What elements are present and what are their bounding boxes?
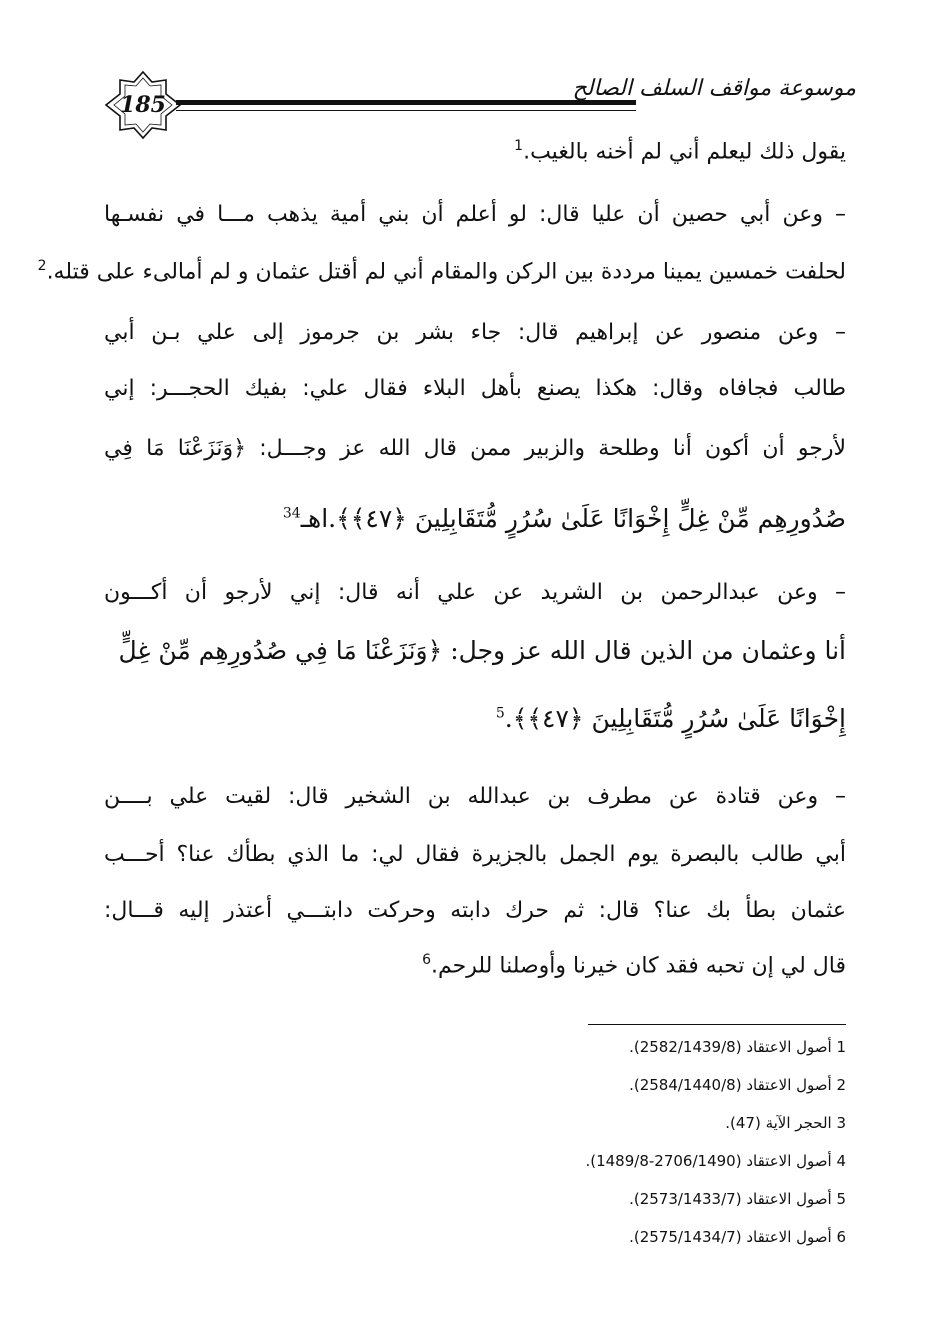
line-text: صُدُورِهِم مِّنْ غِلٍّ إِخْوَانًا عَلَىٰ سُرُرٍ مُّتَقَابِلِينَ ﴿٤٧﴾﴾.اهـ [300, 504, 846, 533]
footnote-marker[interactable]: 3 [282, 505, 292, 522]
footnote-marker[interactable]: 4 [291, 505, 301, 522]
text-line: عثمان بطأ بك عنا؟ قال: ثم حرك دابته وحركت دابتـــي أعتذر إليه قـــال: [104, 898, 846, 923]
header-rule-thin [176, 110, 636, 111]
footnote-item: 2 أصول الاعتقاد (2584/1440/8). [629, 1076, 846, 1094]
footnote-marker[interactable]: 6 [422, 952, 432, 968]
footnote-item: 5 أصول الاعتقاد (2573/1433/7). [629, 1190, 846, 1208]
line-text: قال لي إن تحبه فقد كان خيرنا وأوصلنا للرحم. [431, 953, 846, 979]
page-header [104, 66, 856, 142]
quran-verse-line: أنا وعثمان من الذين قال الله عز وجل: ﴿وَنَزَعْنَا مَا فِي صُدُورِهِم مِّنْ غِلٍّ [118, 636, 846, 665]
page-number-badge [104, 70, 182, 140]
line-text: لحلفت خمسين يمينا مرددة بين الركن والمقام أني لم أقتل عثمان و لم أمالىء على قتله. [46, 259, 846, 285]
footnote-item: 4 أصول الاعتقاد (2706/1490-1489/8). [585, 1152, 846, 1170]
text-line: – وعن أبي حصين أن عليا قال: لو أعلم أن بني أمية يذهب مـــا في نفسـها [104, 202, 846, 227]
footnote-marker[interactable]: 2 [37, 258, 47, 274]
page-number: 185 [120, 92, 166, 118]
text-line [104, 952, 846, 978]
quran-verse-line [104, 704, 846, 733]
text-line: – وعن منصور عن إبراهيم قال: جاء بشر بن جرموز إلى علي بـن أبي [104, 320, 846, 345]
footnote-item: 1 أصول الاعتقاد (2582/1439/8). [629, 1038, 846, 1056]
series-title: موسوعة مواقف السلف الصالح [572, 76, 856, 101]
text-line [37, 258, 846, 285]
footnote-item: 6 أصول الاعتقاد (2575/1434/7). [629, 1228, 846, 1246]
footnote-marker[interactable]: 5 [495, 705, 505, 722]
footnote-separator [588, 1024, 846, 1025]
footnote-marker[interactable]: 1 [514, 138, 524, 154]
text-line: طالب فجافاه وقال: هكذا يصنع بأهل البلاء فقال علي: بفيك الحجـــر: إني [104, 376, 846, 401]
footnote-item: 3 الحجر الآية (47). [725, 1114, 846, 1132]
line-text: إِخْوَانًا عَلَىٰ سُرُرٍ مُّتَقَابِلِينَ ﴿٤٧﴾﴾. [504, 704, 846, 733]
text-line: – وعن قتادة عن مطرف بن عبدالله بن الشخير قال: لقيت علي بــــن [104, 784, 846, 809]
text-line [104, 138, 846, 164]
header-rule [176, 100, 636, 105]
quran-verse-line [104, 504, 846, 533]
text-line: لأرجو أن أكون أنا وطلحة والزبير ممن قال الله عز وجـــل: ﴿وَنَزَعْنَا مَا فِي [104, 436, 846, 461]
text-line: – وعن عبدالرحمن بن الشريد عن علي أنه قال: إني لأرجو أن أكـــون [104, 580, 846, 605]
text-line: أبي طالب بالبصرة يوم الجمل بالجزيرة فقال لي: ما الذي بطأك عنا؟ أحـــب [104, 842, 846, 867]
line-text: يقول ذلك ليعلم أني لم أخنه بالغيب. [523, 139, 846, 165]
